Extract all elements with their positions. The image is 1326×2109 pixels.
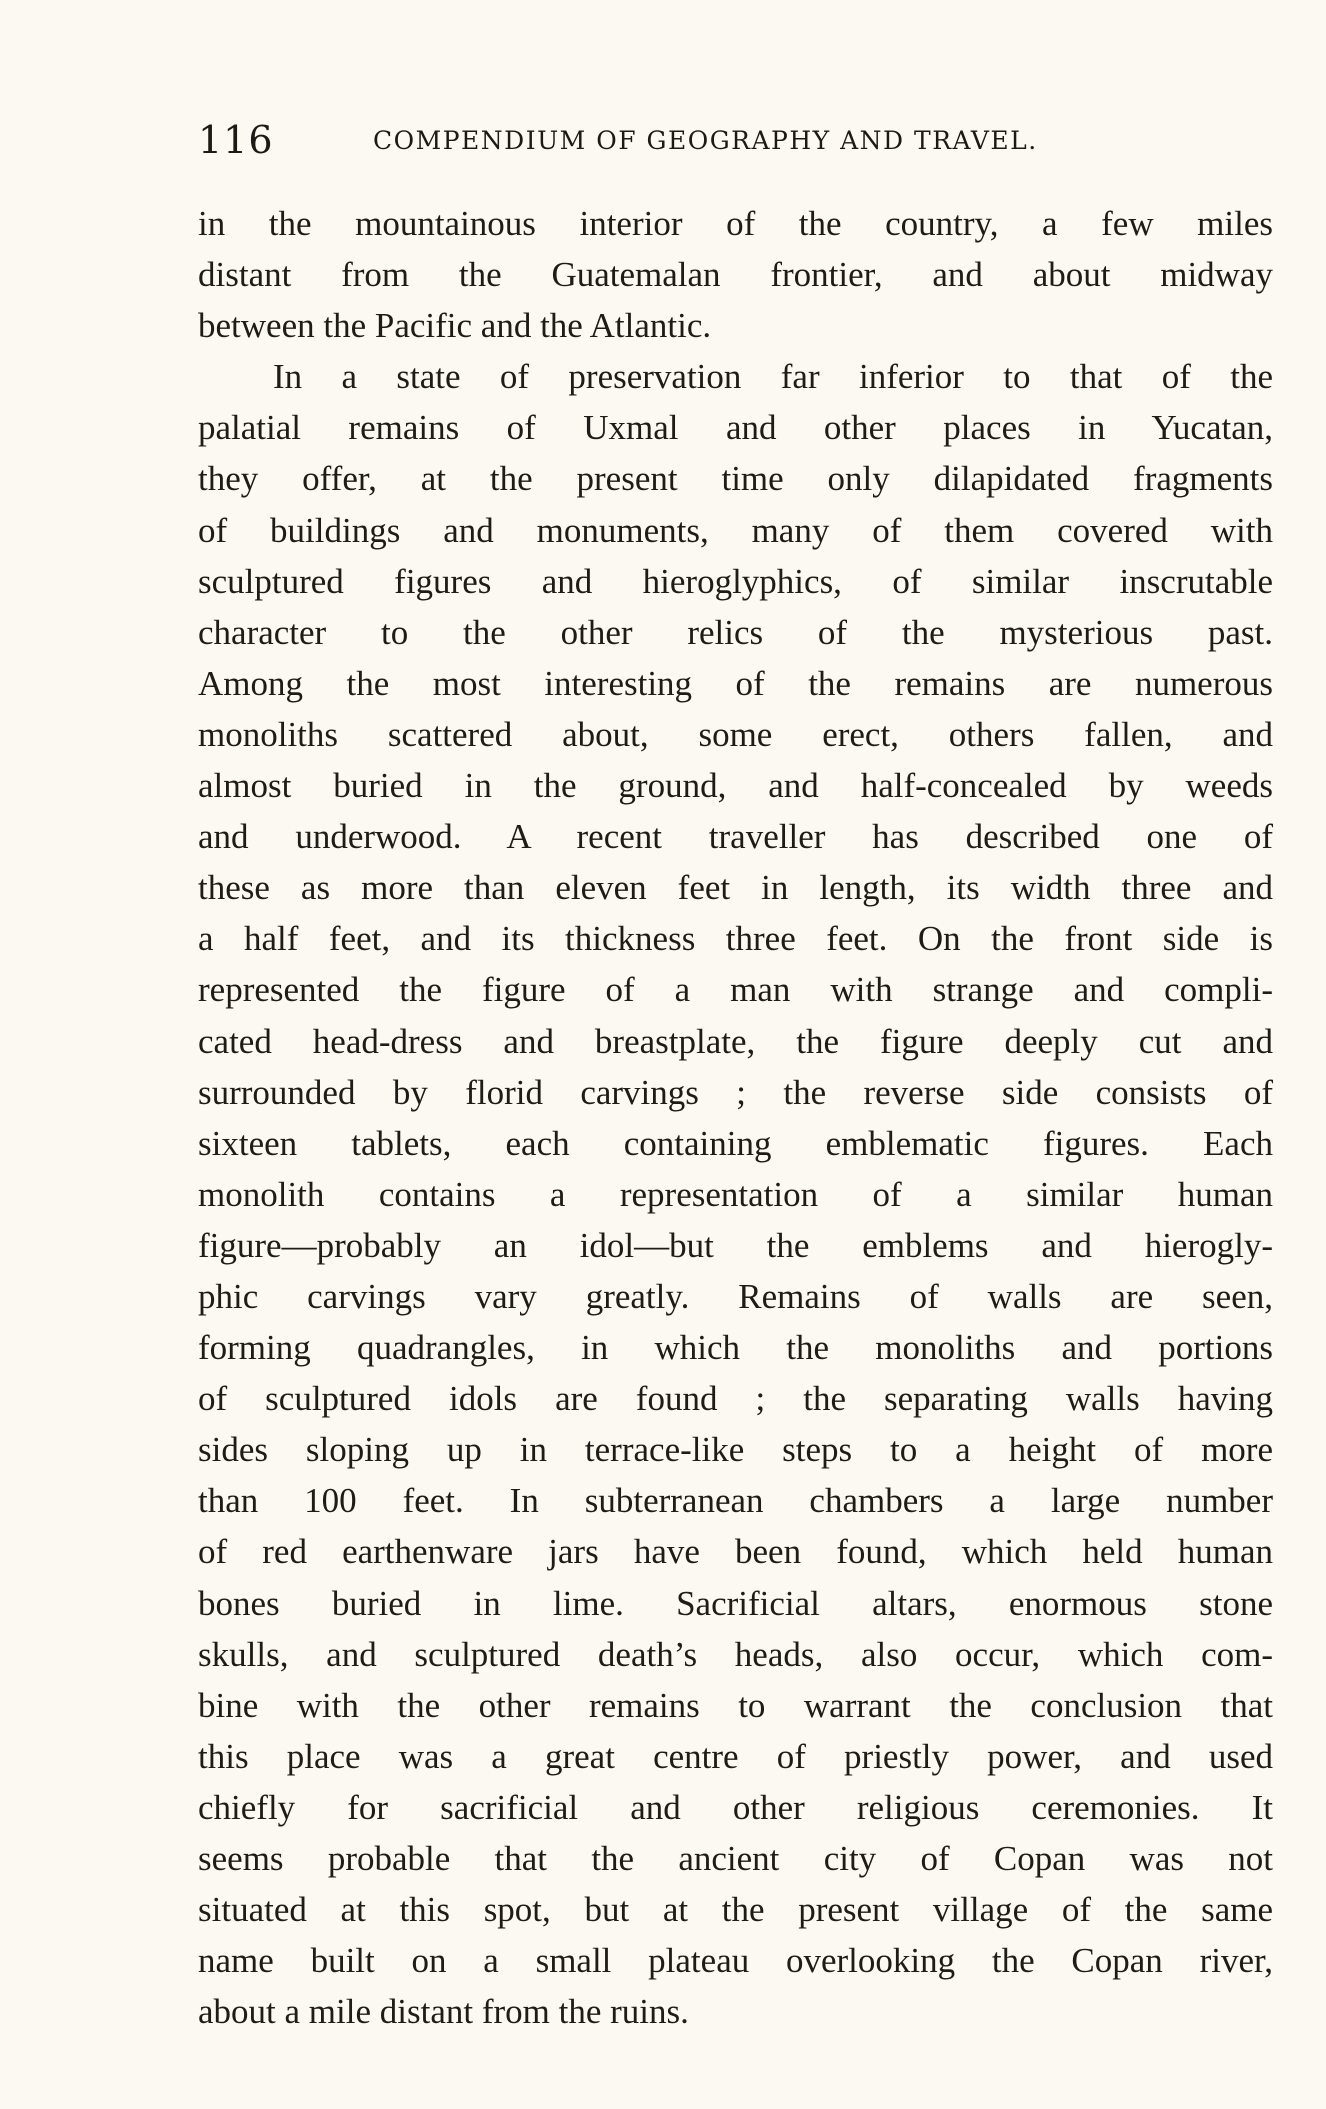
page-header [198, 118, 1273, 168]
page-number: 116 [198, 118, 274, 162]
text-line: phic carvings vary greatly. Remains of walls are seen, [198, 1276, 1273, 1316]
text-line: sixteen tablets, each containing emblematic figures. Each [198, 1123, 1273, 1163]
text-line: represented the figure of a man with strange and compli- [198, 970, 1273, 1010]
text-line: between the Pacific and the Atlantic. [198, 306, 712, 346]
text-line: in the mountainous interior of the country, a few miles [198, 204, 1273, 243]
text-line: In a state of preservation far inferior to that of the [273, 357, 1273, 397]
text-line: of sculptured idols are found ; the separating walls having [198, 1379, 1273, 1419]
text-line: surrounded by florid carvings ; the reverse side consists of [198, 1072, 1273, 1112]
text-line: a half feet, and its thickness three feet. On the front side is [198, 919, 1273, 959]
text-line: these as more than eleven feet in length, its width three and [198, 868, 1273, 908]
text-line: Among the most interesting of the remains are numerous [198, 663, 1273, 703]
text-line: of buildings and monuments, many of them covered with [198, 510, 1273, 550]
text-line: almost buried in the ground, and half-concealed by weeds [198, 766, 1273, 806]
text-line: character to the other relics of the mysterious past. [198, 612, 1273, 652]
text-line: they offer, at the present time only dilapidated fragments [198, 459, 1273, 499]
text-line: seems probable that the ancient city of Copan was not [198, 1839, 1273, 1878]
text-line: palatial remains of Uxmal and other places in Yucatan, [198, 408, 1273, 448]
text-line: monoliths scattered about, some erect, others fallen, and [198, 714, 1273, 754]
text-line: chiefly for sacrificial and other religious ceremonies. It [198, 1787, 1273, 1827]
text-line: distant from the Guatemalan frontier, and about midway [198, 255, 1273, 295]
text-line: and underwood. A recent traveller has described one of [198, 817, 1273, 857]
running-title: COMPENDIUM OF GEOGRAPHY AND TRAVEL. [373, 126, 1038, 155]
text-line: situated at this spot, but at the present village of the same [198, 1890, 1273, 1930]
text-line: cated head-dress and breastplate, the figure deeply cut and [198, 1021, 1273, 1061]
text-line: name built on a small plateau overlooking the Copan river, [198, 1941, 1273, 1981]
text-line: of red earthenware jars have been found, which held human [198, 1532, 1273, 1572]
text-line: sculptured figures and hieroglyphics, of similar inscrutable [198, 561, 1273, 601]
text-line: bones buried in lime. Sacrificial altars, enormous stone [198, 1583, 1273, 1623]
text-line: this place was a great centre of priestly power, and used [198, 1736, 1273, 1776]
text-line: sides sloping up in terrace-like steps to a height of more [198, 1430, 1273, 1470]
text-line: bine with the other remains to warrant the conclusion that [198, 1685, 1273, 1725]
text-line: figure—probably an idol—but the emblems and hierogly- [198, 1225, 1273, 1265]
text-line: monolith contains a representation of a similar human [198, 1174, 1273, 1214]
text-line: forming quadrangles, in which the monoliths and portions [198, 1328, 1273, 1368]
body-text [198, 198, 1273, 2037]
text-line: about a mile distant from the ruins. [198, 1992, 689, 2032]
text-line: skulls, and sculptured death’s heads, also occur, which com- [198, 1634, 1273, 1674]
text-line: than 100 feet. In subterranean chambers a large number [198, 1481, 1273, 1521]
